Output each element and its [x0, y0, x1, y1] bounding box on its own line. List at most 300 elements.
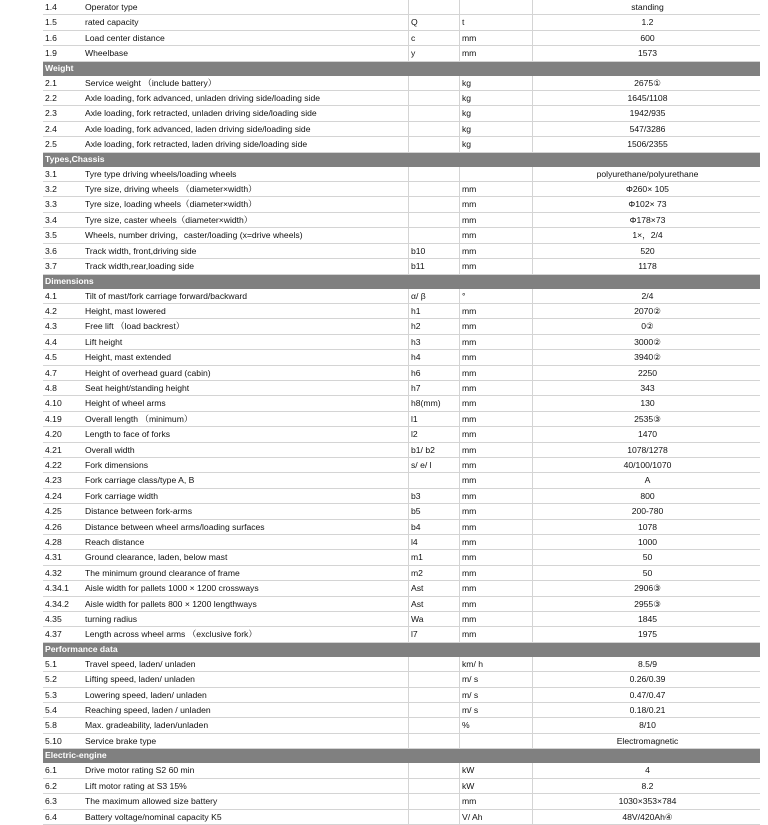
row-number: 4.32 — [43, 565, 83, 580]
row-unit: kW — [460, 763, 533, 778]
row-symbol: h2 — [409, 319, 460, 334]
row-value: 40/100/1070 — [533, 457, 761, 472]
row-symbol: Wa — [409, 612, 460, 627]
row-symbol: Q — [409, 15, 460, 30]
table-row — [43, 550, 760, 565]
row-number: 4.25 — [43, 504, 83, 519]
row-symbol: l2 — [409, 427, 460, 442]
row-unit: kg — [460, 106, 533, 121]
row-unit: mm — [460, 46, 533, 61]
row-value: 2675① — [533, 75, 761, 90]
row-value: Φ102× 73 — [533, 197, 761, 212]
section-header — [43, 749, 760, 763]
row-description: Service brake type — [83, 733, 409, 748]
row-value: 0.18/0.21 — [533, 703, 761, 718]
table-row — [43, 182, 760, 197]
table-row — [43, 519, 760, 534]
row-value: 48V/420Ah④ — [533, 809, 761, 824]
row-description: Reaching speed, laden / unladen — [83, 703, 409, 718]
row-unit: mm — [460, 411, 533, 426]
row-description: Ground clearance, laden, below mast — [83, 550, 409, 565]
row-number: 4.10 — [43, 396, 83, 411]
table-row — [43, 288, 760, 303]
table-row — [43, 535, 760, 550]
row-unit: mm — [460, 627, 533, 642]
row-unit: mm — [460, 259, 533, 274]
row-description: Axle loading, fork advanced, laden driving side/loading side — [83, 121, 409, 136]
table-row — [43, 733, 760, 748]
row-unit: mm — [460, 243, 533, 258]
table-row — [43, 350, 760, 365]
row-value: 1645/1108 — [533, 91, 761, 106]
row-symbol: l1 — [409, 411, 460, 426]
row-value: 0.47/0.47 — [533, 687, 761, 702]
row-value: 1845 — [533, 612, 761, 627]
row-unit: ° — [460, 288, 533, 303]
table-row — [43, 259, 760, 274]
row-unit: mm — [460, 182, 533, 197]
row-description: Axle loading, fork retracted, laden driving side/loading side — [83, 137, 409, 152]
row-description: Wheels, number driving，caster/loading (x=drive wheels) — [83, 228, 409, 243]
spec-table-body — [43, 0, 760, 824]
row-number: 5.4 — [43, 703, 83, 718]
table-row — [43, 581, 760, 596]
row-value: 520 — [533, 243, 761, 258]
row-number: 4.21 — [43, 442, 83, 457]
row-value: 1.2 — [533, 15, 761, 30]
row-description: Axle loading, fork advanced, unladen driving side/loading side — [83, 91, 409, 106]
table-row — [43, 15, 760, 30]
table-row — [43, 197, 760, 212]
row-value: 0② — [533, 319, 761, 334]
row-number: 3.5 — [43, 228, 83, 243]
row-number: 4.23 — [43, 473, 83, 488]
row-symbol: h8(mm) — [409, 396, 460, 411]
row-symbol — [409, 121, 460, 136]
row-number: 5.8 — [43, 718, 83, 733]
table-row — [43, 137, 760, 152]
spec-sheet — [43, 0, 760, 825]
section-header — [43, 642, 760, 656]
row-description: Service weight （include battery） — [83, 75, 409, 90]
row-number: 5.2 — [43, 672, 83, 687]
row-symbol: h6 — [409, 365, 460, 380]
table-row — [43, 778, 760, 793]
table-row — [43, 411, 760, 426]
row-number: 2.4 — [43, 121, 83, 136]
row-value: 2250 — [533, 365, 761, 380]
row-value: 600 — [533, 30, 761, 45]
row-value: 1942/935 — [533, 106, 761, 121]
row-unit: mm — [460, 581, 533, 596]
row-number: 3.2 — [43, 182, 83, 197]
row-description: Fork carriage width — [83, 488, 409, 503]
row-value: 1078/1278 — [533, 442, 761, 457]
row-value: 50 — [533, 550, 761, 565]
row-symbol — [409, 75, 460, 90]
row-value: 1975 — [533, 627, 761, 642]
row-unit: mm — [460, 365, 533, 380]
table-row — [43, 442, 760, 457]
row-symbol — [409, 473, 460, 488]
table-row — [43, 427, 760, 442]
row-number: 1.6 — [43, 30, 83, 45]
row-symbol: b3 — [409, 488, 460, 503]
row-description: Fork dimensions — [83, 457, 409, 472]
row-symbol — [409, 794, 460, 809]
section-title: Weight — [43, 61, 760, 75]
row-symbol — [409, 763, 460, 778]
table-row — [43, 763, 760, 778]
table-row — [43, 473, 760, 488]
row-number: 6.2 — [43, 778, 83, 793]
row-number: 1.9 — [43, 46, 83, 61]
row-description: Length to face of forks — [83, 427, 409, 442]
row-symbol — [409, 656, 460, 671]
row-symbol — [409, 733, 460, 748]
row-value: 1573 — [533, 46, 761, 61]
row-description: Load center distance — [83, 30, 409, 45]
row-description: Wheelbase — [83, 46, 409, 61]
row-description: Reach distance — [83, 535, 409, 550]
row-number: 3.4 — [43, 212, 83, 227]
row-value: 130 — [533, 396, 761, 411]
row-number: 4.7 — [43, 365, 83, 380]
row-unit: mm — [460, 197, 533, 212]
row-value: 547/3286 — [533, 121, 761, 136]
table-row — [43, 627, 760, 642]
row-description: Axle loading, fork retracted, unladen driving side/loading side — [83, 106, 409, 121]
row-symbol: l4 — [409, 535, 460, 550]
row-number: 3.3 — [43, 197, 83, 212]
table-row — [43, 91, 760, 106]
row-unit: mm — [460, 535, 533, 550]
row-unit: kg — [460, 75, 533, 90]
row-unit: m/ s — [460, 703, 533, 718]
row-unit: m/ s — [460, 687, 533, 702]
row-description: Fork carriage class/type A, B — [83, 473, 409, 488]
row-symbol: c — [409, 30, 460, 45]
row-number: 2.1 — [43, 75, 83, 90]
row-unit: mm — [460, 350, 533, 365]
row-description: Tyre size, loading wheels（diameter×width） — [83, 197, 409, 212]
row-symbol: h1 — [409, 303, 460, 318]
row-value: 8.5/9 — [533, 656, 761, 671]
row-number: 4.19 — [43, 411, 83, 426]
row-value: 2906③ — [533, 581, 761, 596]
spec-table — [43, 0, 760, 825]
row-value: 0.26/0.39 — [533, 672, 761, 687]
table-row — [43, 121, 760, 136]
row-unit: mm — [460, 504, 533, 519]
row-symbol: h7 — [409, 380, 460, 395]
row-symbol — [409, 197, 460, 212]
row-description: Height of wheel arms — [83, 396, 409, 411]
row-number: 4.35 — [43, 612, 83, 627]
row-value: 3940② — [533, 350, 761, 365]
table-row — [43, 319, 760, 334]
row-unit: kW — [460, 778, 533, 793]
row-value: 50 — [533, 565, 761, 580]
row-value: 2955③ — [533, 596, 761, 611]
row-value: 1030×353×784 — [533, 794, 761, 809]
row-symbol — [409, 166, 460, 181]
section-title: Electric-engine — [43, 749, 760, 763]
section-header — [43, 274, 760, 288]
row-description: Tilt of mast/fork carriage forward/backward — [83, 288, 409, 303]
row-unit — [460, 166, 533, 181]
row-number: 3.6 — [43, 243, 83, 258]
row-unit: mm — [460, 319, 533, 334]
row-number: 4.20 — [43, 427, 83, 442]
row-value: 3000② — [533, 334, 761, 349]
row-symbol — [409, 106, 460, 121]
row-number: 3.1 — [43, 166, 83, 181]
row-description: Track width, front,driving side — [83, 243, 409, 258]
table-row — [43, 228, 760, 243]
table-row — [43, 212, 760, 227]
section-header — [43, 61, 760, 75]
row-value: Φ260× 105 — [533, 182, 761, 197]
row-number: 4.34.2 — [43, 596, 83, 611]
row-symbol: b11 — [409, 259, 460, 274]
row-unit: mm — [460, 442, 533, 457]
row-description: Track width,rear,loading side — [83, 259, 409, 274]
section-title: Types,Chassis — [43, 152, 760, 166]
section-title: Performance data — [43, 642, 760, 656]
row-number: 6.3 — [43, 794, 83, 809]
row-symbol — [409, 182, 460, 197]
table-row — [43, 672, 760, 687]
row-unit: mm — [460, 303, 533, 318]
row-number: 4.8 — [43, 380, 83, 395]
row-symbol — [409, 703, 460, 718]
row-value: polyurethane/polyurethane — [533, 166, 761, 181]
row-description: Operator type — [83, 0, 409, 15]
row-symbol: m1 — [409, 550, 460, 565]
row-description: Tyre size, caster wheels（diameter×width） — [83, 212, 409, 227]
table-row — [43, 380, 760, 395]
row-number: 5.3 — [43, 687, 83, 702]
row-number: 4.22 — [43, 457, 83, 472]
table-row — [43, 334, 760, 349]
row-description: Distance between wheel arms/loading surfaces — [83, 519, 409, 534]
row-description: Tyre type driving wheels/loading wheels — [83, 166, 409, 181]
table-row — [43, 718, 760, 733]
row-symbol: b4 — [409, 519, 460, 534]
row-symbol: l7 — [409, 627, 460, 642]
table-row — [43, 703, 760, 718]
table-row — [43, 365, 760, 380]
section-header — [43, 152, 760, 166]
row-value: 800 — [533, 488, 761, 503]
row-description: Distance between fork-arms — [83, 504, 409, 519]
row-value: 8/10 — [533, 718, 761, 733]
row-description: Battery voltage/nominal capacity K5 — [83, 809, 409, 824]
table-row — [43, 46, 760, 61]
row-description: Lift height — [83, 334, 409, 349]
row-unit: mm — [460, 396, 533, 411]
row-unit — [460, 733, 533, 748]
table-row — [43, 687, 760, 702]
row-value: 1000 — [533, 535, 761, 550]
row-description: Tyre size, driving wheels （diameter×width） — [83, 182, 409, 197]
row-unit: km/ h — [460, 656, 533, 671]
row-description: Seat height/standing height — [83, 380, 409, 395]
table-row — [43, 612, 760, 627]
row-unit: mm — [460, 519, 533, 534]
row-unit: mm — [460, 228, 533, 243]
row-description: The maximum allowed size battery — [83, 794, 409, 809]
row-symbol: Ast — [409, 596, 460, 611]
row-description: Lifting speed, laden/ unladen — [83, 672, 409, 687]
row-description: Travel speed, laden/ unladen — [83, 656, 409, 671]
row-symbol: y — [409, 46, 460, 61]
row-number: 4.2 — [43, 303, 83, 318]
row-symbol: Ast — [409, 581, 460, 596]
row-unit — [460, 0, 533, 15]
table-row — [43, 596, 760, 611]
row-unit: kg — [460, 91, 533, 106]
table-row — [43, 488, 760, 503]
row-symbol: h3 — [409, 334, 460, 349]
row-description: Aisle width for pallets 800 × 1200 lengthways — [83, 596, 409, 611]
row-number: 4.37 — [43, 627, 83, 642]
row-description: Lift motor rating at S3 15% — [83, 778, 409, 793]
row-unit: mm — [460, 334, 533, 349]
row-symbol — [409, 137, 460, 152]
table-row — [43, 565, 760, 580]
row-description: rated capacity — [83, 15, 409, 30]
row-unit: mm — [460, 565, 533, 580]
row-value: 343 — [533, 380, 761, 395]
row-description: The minimum ground clearance of frame — [83, 565, 409, 580]
row-number: 2.2 — [43, 91, 83, 106]
row-symbol: b10 — [409, 243, 460, 258]
section-title: Dimensions — [43, 274, 760, 288]
row-value: Φ178×73 — [533, 212, 761, 227]
table-row — [43, 106, 760, 121]
row-number: 4.34.1 — [43, 581, 83, 596]
row-unit: mm — [460, 612, 533, 627]
row-value: 2535③ — [533, 411, 761, 426]
row-value: 200-780 — [533, 504, 761, 519]
row-description: Free lift （load backrest） — [83, 319, 409, 334]
row-unit: mm — [460, 794, 533, 809]
row-number: 6.1 — [43, 763, 83, 778]
row-symbol: b1/ b2 — [409, 442, 460, 457]
row-description: Length across wheel arms （exclusive fork） — [83, 627, 409, 642]
row-description: Aisle width for pallets 1000 × 1200 crossways — [83, 581, 409, 596]
row-symbol: s/ e/ l — [409, 457, 460, 472]
row-symbol — [409, 91, 460, 106]
row-description: Drive motor rating S2 60 min — [83, 763, 409, 778]
table-row — [43, 809, 760, 824]
row-value: 1470 — [533, 427, 761, 442]
row-description: Height, mast lowered — [83, 303, 409, 318]
row-symbol: h4 — [409, 350, 460, 365]
row-symbol — [409, 212, 460, 227]
row-value: 1178 — [533, 259, 761, 274]
row-number: 4.24 — [43, 488, 83, 503]
row-number: 4.3 — [43, 319, 83, 334]
row-description: Max. gradeability, laden/unladen — [83, 718, 409, 733]
row-number: 4.26 — [43, 519, 83, 534]
row-value: Electromagnetic — [533, 733, 761, 748]
row-symbol — [409, 778, 460, 793]
row-number: 2.3 — [43, 106, 83, 121]
table-row — [43, 30, 760, 45]
row-number: 4.4 — [43, 334, 83, 349]
row-value: 2/4 — [533, 288, 761, 303]
row-number: 2.5 — [43, 137, 83, 152]
row-unit: mm — [460, 427, 533, 442]
row-number: 4.5 — [43, 350, 83, 365]
row-value: 8.2 — [533, 778, 761, 793]
row-symbol — [409, 687, 460, 702]
table-row — [43, 457, 760, 472]
row-symbol: m2 — [409, 565, 460, 580]
row-unit: mm — [460, 212, 533, 227]
row-value: 1078 — [533, 519, 761, 534]
row-unit: mm — [460, 30, 533, 45]
row-unit: kg — [460, 121, 533, 136]
row-unit: mm — [460, 457, 533, 472]
table-row — [43, 75, 760, 90]
table-row — [43, 303, 760, 318]
row-number: 4.31 — [43, 550, 83, 565]
row-number: 1.4 — [43, 0, 83, 15]
row-unit: mm — [460, 380, 533, 395]
row-unit: mm — [460, 550, 533, 565]
table-row — [43, 396, 760, 411]
row-unit: kg — [460, 137, 533, 152]
table-row — [43, 166, 760, 181]
row-number: 4.1 — [43, 288, 83, 303]
row-symbol: b5 — [409, 504, 460, 519]
row-unit: mm — [460, 596, 533, 611]
row-symbol — [409, 672, 460, 687]
row-number: 3.7 — [43, 259, 83, 274]
row-symbol — [409, 809, 460, 824]
row-value: 2070② — [533, 303, 761, 318]
row-number: 4.28 — [43, 535, 83, 550]
row-number: 1.5 — [43, 15, 83, 30]
row-number: 5.10 — [43, 733, 83, 748]
row-unit: mm — [460, 473, 533, 488]
row-description: Overall width — [83, 442, 409, 457]
row-number: 6.4 — [43, 809, 83, 824]
row-symbol: α/ β — [409, 288, 460, 303]
row-unit: t — [460, 15, 533, 30]
table-row — [43, 504, 760, 519]
row-unit: mm — [460, 488, 533, 503]
row-symbol — [409, 718, 460, 733]
row-description: turning radius — [83, 612, 409, 627]
table-row — [43, 656, 760, 671]
row-value: standing — [533, 0, 761, 15]
row-description: Height of overhead guard (cabin) — [83, 365, 409, 380]
row-number: 5.1 — [43, 656, 83, 671]
row-description: Overall length （minimum） — [83, 411, 409, 426]
row-value: 4 — [533, 763, 761, 778]
table-row — [43, 243, 760, 258]
table-row — [43, 0, 760, 15]
row-value: 1506/2355 — [533, 137, 761, 152]
row-unit: V/ Ah — [460, 809, 533, 824]
table-row — [43, 794, 760, 809]
row-unit: m/ s — [460, 672, 533, 687]
